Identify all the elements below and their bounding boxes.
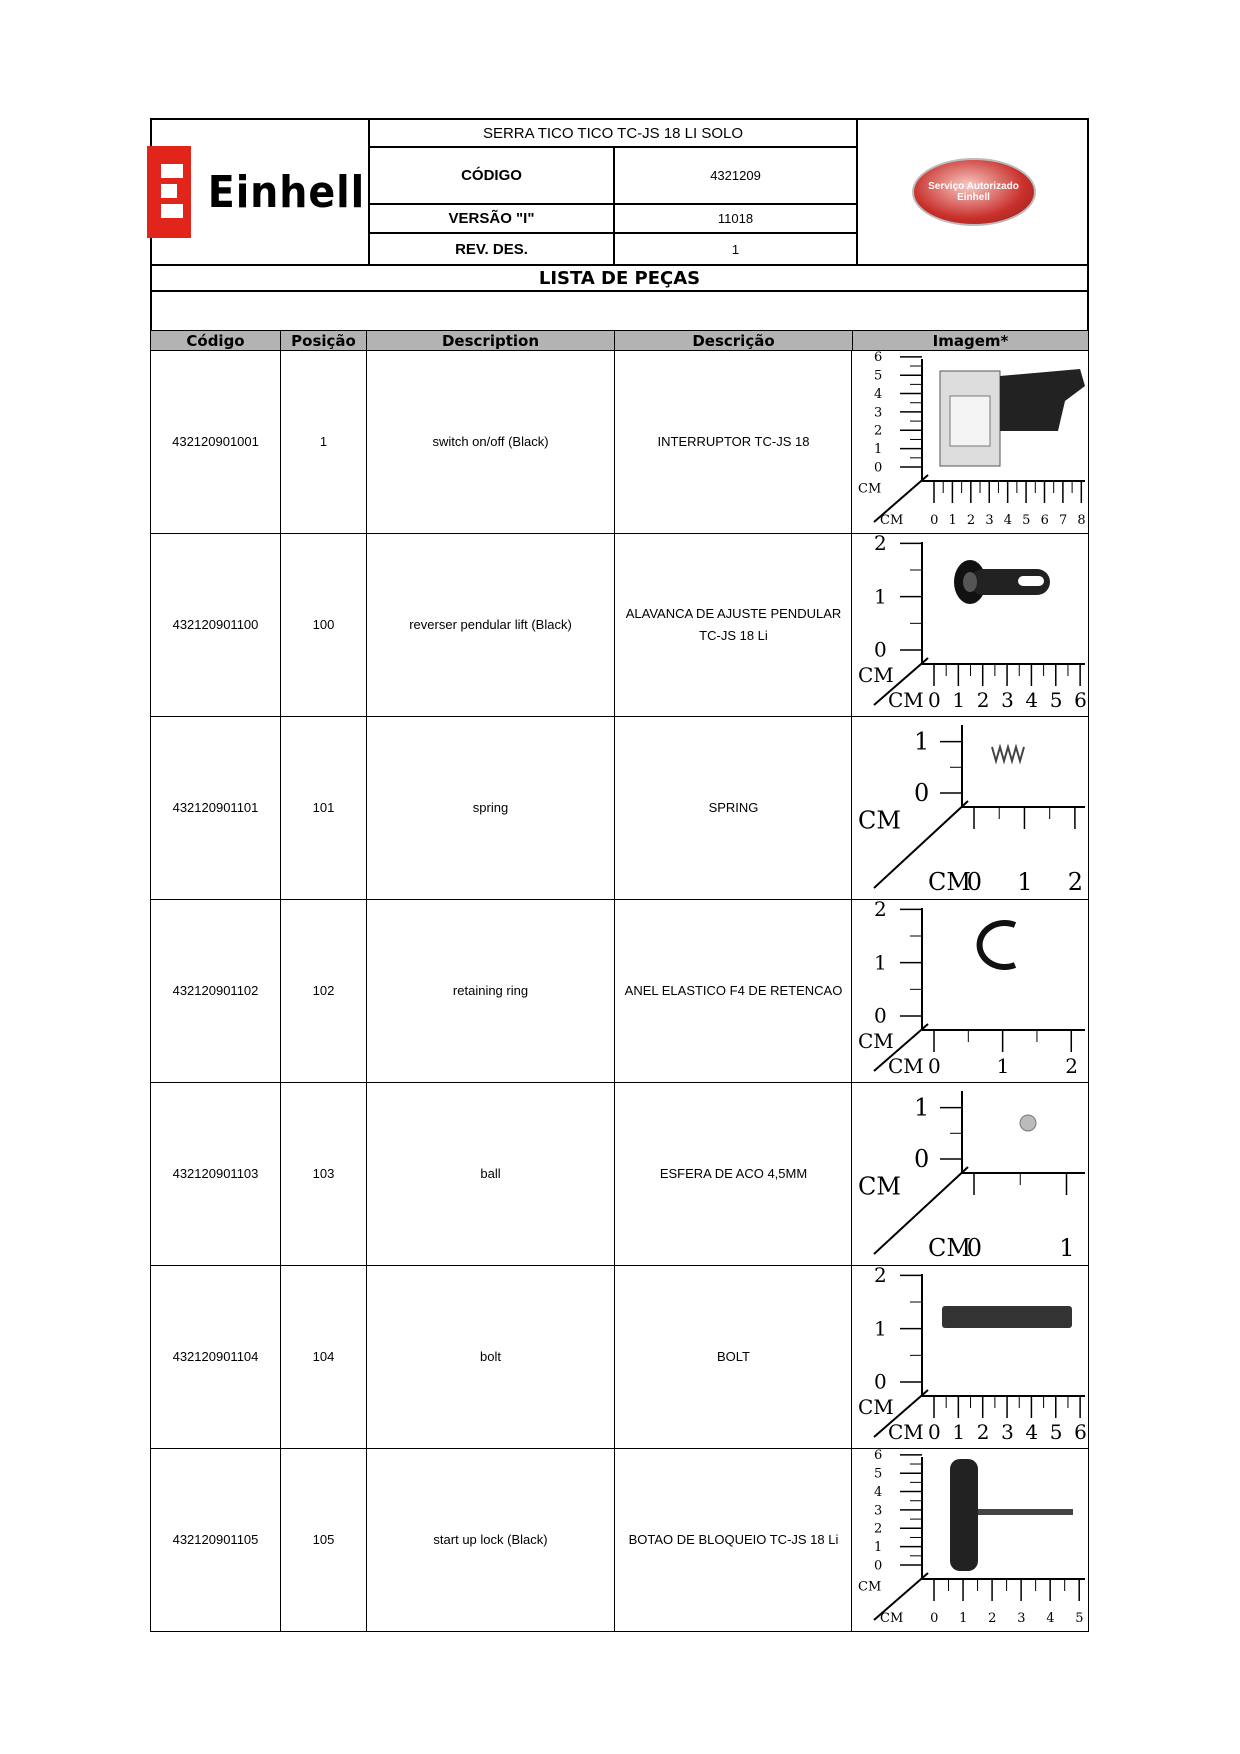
- part-drawing: [992, 747, 1024, 761]
- scale-y-label: 0: [914, 779, 930, 807]
- part-position: 101: [280, 717, 366, 899]
- versao-value: 11018: [613, 205, 856, 234]
- scale-unit-label: CM: [888, 1420, 924, 1444]
- part-description: reverser pendular lift (Black): [366, 534, 614, 716]
- part-description: spring: [366, 717, 614, 899]
- part-position: 1: [280, 351, 366, 533]
- part-drawing: [950, 1459, 1073, 1571]
- scale-x-label: 1: [952, 1420, 966, 1444]
- scale-y-label: 3: [874, 1503, 883, 1519]
- part-descricao: ESFERA DE ACO 4,5MM: [614, 1083, 852, 1265]
- scale-x-label: 0: [966, 868, 983, 896]
- part-image: [851, 534, 1089, 716]
- scale-x-label: 2: [1065, 1054, 1079, 1078]
- bolt-icon: [852, 1266, 1087, 1447]
- scale-unit-label: CM: [858, 1029, 894, 1053]
- part-descricao: ANEL ELASTICO F4 DE RETENCAO: [614, 900, 852, 1082]
- scale-y-label: 1: [874, 950, 887, 975]
- scale-x-label: 2: [1067, 868, 1083, 896]
- seal-text: Serviço Autorizado Einhell: [928, 181, 1019, 203]
- scale-unit-label: CM: [928, 868, 971, 896]
- part-description: start up lock (Black): [366, 1449, 614, 1631]
- scale-unit-label: CM: [858, 1579, 882, 1595]
- col-imagem: Imagem*: [852, 331, 1088, 350]
- scale-unit-label: CM: [858, 806, 901, 835]
- part-description: ball: [366, 1083, 614, 1265]
- part-code: 432120901100: [172, 617, 259, 632]
- table-row: [150, 534, 1089, 717]
- scale-x-label: 3: [1001, 1420, 1014, 1444]
- scale-x-label: 2: [976, 688, 990, 712]
- scale-x-label: 0: [928, 1054, 941, 1078]
- scale-y-label: 1: [914, 1093, 930, 1122]
- scale-y-label: 0: [874, 637, 887, 662]
- spacer-row: [150, 290, 1089, 331]
- scale-unit-label: CM: [858, 1172, 901, 1201]
- scale-x-label: 6: [1074, 1420, 1087, 1444]
- scale-x-label: 1: [952, 688, 966, 712]
- scale-x-label: 6: [1074, 688, 1087, 712]
- part-image: [851, 1449, 1089, 1631]
- scale-x-label: 8: [1077, 513, 1086, 528]
- scale-x-label: 7: [1059, 513, 1068, 528]
- scale-y-label: 3: [874, 405, 883, 421]
- scale-y-label: 2: [874, 900, 887, 921]
- part-description: retaining ring: [366, 900, 614, 1082]
- scale-x-label: 3: [985, 513, 994, 528]
- rev-value: 1: [613, 234, 856, 264]
- part-descricao: BOTAO DE BLOQUEIO TC-JS 18 Li: [614, 1449, 852, 1631]
- scale-x-label: 5: [1075, 1611, 1084, 1626]
- part-image: [851, 900, 1089, 1082]
- scale-unit-label: CM: [888, 688, 924, 712]
- scale-x-label: 1: [996, 1054, 1010, 1078]
- scale-y-label: 2: [874, 423, 883, 439]
- part-code: 432120901105: [172, 1532, 259, 1547]
- rev-label: REV. DES.: [368, 234, 613, 264]
- part-image: [851, 1266, 1089, 1448]
- codigo-label: CÓDIGO: [368, 148, 613, 205]
- scale-unit-label: CM: [880, 513, 904, 528]
- switch-icon: [852, 351, 1087, 532]
- scale-y-label: 0: [874, 1003, 887, 1028]
- part-descricao: BOLT: [614, 1266, 852, 1448]
- scale-y-label: 0: [914, 1145, 930, 1173]
- versao-label: VERSÃO "I": [368, 205, 613, 234]
- scale-x-label: 0: [966, 1234, 983, 1262]
- scale-x-label: 0: [928, 688, 941, 712]
- col-posicao: Posição: [280, 331, 366, 350]
- part-drawing: [980, 923, 1015, 967]
- part-code: 432120901104: [172, 1349, 259, 1364]
- part-position: 100: [280, 534, 366, 716]
- scale-y-label: 5: [874, 1466, 883, 1482]
- scale-unit-label: CM: [880, 1611, 904, 1626]
- service-seal-icon: [912, 158, 1036, 226]
- part-code: 432120901001: [172, 434, 259, 449]
- col-descricao: Descrição: [614, 331, 852, 350]
- part-code: 432120901102: [172, 983, 259, 998]
- scale-x-label: 4: [1003, 513, 1013, 528]
- scale-x-label: 4: [1046, 1611, 1055, 1626]
- part-image: [851, 351, 1089, 533]
- part-position: 104: [280, 1266, 366, 1448]
- col-description: Description: [366, 331, 614, 350]
- scale-x-label: 1: [1059, 1234, 1075, 1262]
- lever-icon: [852, 534, 1087, 715]
- scale-x-label: 1: [948, 513, 957, 528]
- scale-x-label: 4: [1025, 688, 1039, 712]
- part-descricao: INTERRUPTOR TC-JS 18: [614, 351, 852, 533]
- scale-y-label: 1: [874, 1539, 883, 1555]
- part-image: [851, 1083, 1089, 1265]
- part-code: 432120901101: [172, 800, 259, 815]
- product-title: SERRA TICO TICO TC-JS 18 LI SOLO: [368, 120, 856, 148]
- scale-y-label: 5: [874, 368, 883, 384]
- scale-y-label: 0: [874, 460, 883, 476]
- einhell-mark-icon: [147, 146, 191, 238]
- part-descricao: SPRING: [614, 717, 852, 899]
- scale-x-label: 4: [1025, 1420, 1039, 1444]
- scale-x-label: 3: [1001, 688, 1014, 712]
- part-description: bolt: [366, 1266, 614, 1448]
- scale-y-label: 2: [874, 534, 887, 555]
- scale-x-label: 5: [1049, 1420, 1063, 1444]
- ring-icon: [852, 900, 1087, 1081]
- ball-icon: [852, 1083, 1087, 1264]
- table-row: [150, 900, 1089, 1083]
- scale-x-label: 0: [930, 513, 939, 528]
- scale-y-label: 1: [874, 441, 883, 457]
- scale-y-label: 4: [874, 386, 883, 402]
- codigo-value: 4321209: [613, 148, 856, 205]
- part-position: 103: [280, 1083, 366, 1265]
- scale-x-label: 3: [1017, 1611, 1026, 1626]
- scale-y-label: 2: [874, 1521, 883, 1537]
- scale-x-label: 6: [1040, 513, 1049, 528]
- list-title: LISTA DE PEÇAS: [152, 264, 1087, 290]
- spring-icon: [852, 717, 1087, 898]
- einhell-logo: [147, 146, 374, 238]
- scale-y-label: 0: [874, 1558, 883, 1574]
- part-code: 432120901103: [172, 1166, 259, 1181]
- scale-y-label: 6: [874, 351, 883, 366]
- table-row: [150, 1449, 1089, 1632]
- scale-unit-label: CM: [888, 1054, 924, 1078]
- table-row: [150, 351, 1089, 534]
- part-position: 105: [280, 1449, 366, 1631]
- col-codigo: Código: [186, 331, 245, 350]
- scale-y-label: 1: [874, 1316, 887, 1341]
- logo-text: Einhell: [207, 166, 365, 218]
- scale-x-label: 1: [1017, 868, 1033, 896]
- part-drawing: [940, 369, 1085, 466]
- part-description: switch on/off (Black): [366, 351, 614, 533]
- scale-y-label: 1: [874, 584, 887, 609]
- scale-y-label: 0: [874, 1369, 887, 1394]
- lock-button-icon: [852, 1449, 1087, 1630]
- scale-x-label: 5: [1022, 513, 1031, 528]
- part-descricao: ALAVANCA DE AJUSTE PENDULAR TC-JS 18 Li: [614, 534, 852, 716]
- scale-y-label: 2: [874, 1266, 887, 1287]
- scale-unit-label: CM: [858, 1395, 894, 1419]
- table-row: [150, 717, 1089, 900]
- header-block: [150, 118, 1089, 292]
- part-image: [851, 717, 1089, 899]
- part-drawing: [942, 1306, 1072, 1328]
- scale-x-label: 2: [988, 1611, 997, 1626]
- scale-y-label: 6: [874, 1449, 883, 1464]
- scale-unit-label: CM: [928, 1234, 971, 1262]
- scale-x-label: 1: [959, 1611, 968, 1626]
- scale-y-label: 4: [874, 1484, 883, 1500]
- table-row: [150, 1083, 1089, 1266]
- scale-x-label: 5: [1049, 688, 1063, 712]
- logo-cell: [152, 120, 368, 264]
- scale-unit-label: CM: [858, 663, 894, 687]
- scale-x-label: 0: [928, 1420, 941, 1444]
- scale-x-label: 0: [930, 1611, 939, 1626]
- scale-x-label: 2: [966, 513, 976, 528]
- scale-y-label: 1: [914, 727, 930, 756]
- table-row: [150, 1266, 1089, 1449]
- part-drawing: [954, 560, 1050, 604]
- table-header: [150, 330, 1089, 351]
- part-position: 102: [280, 900, 366, 1082]
- scale-x-label: 2: [976, 1420, 990, 1444]
- seal-cell: [856, 120, 1089, 264]
- scale-unit-label: CM: [858, 481, 882, 497]
- part-drawing: [1020, 1115, 1036, 1131]
